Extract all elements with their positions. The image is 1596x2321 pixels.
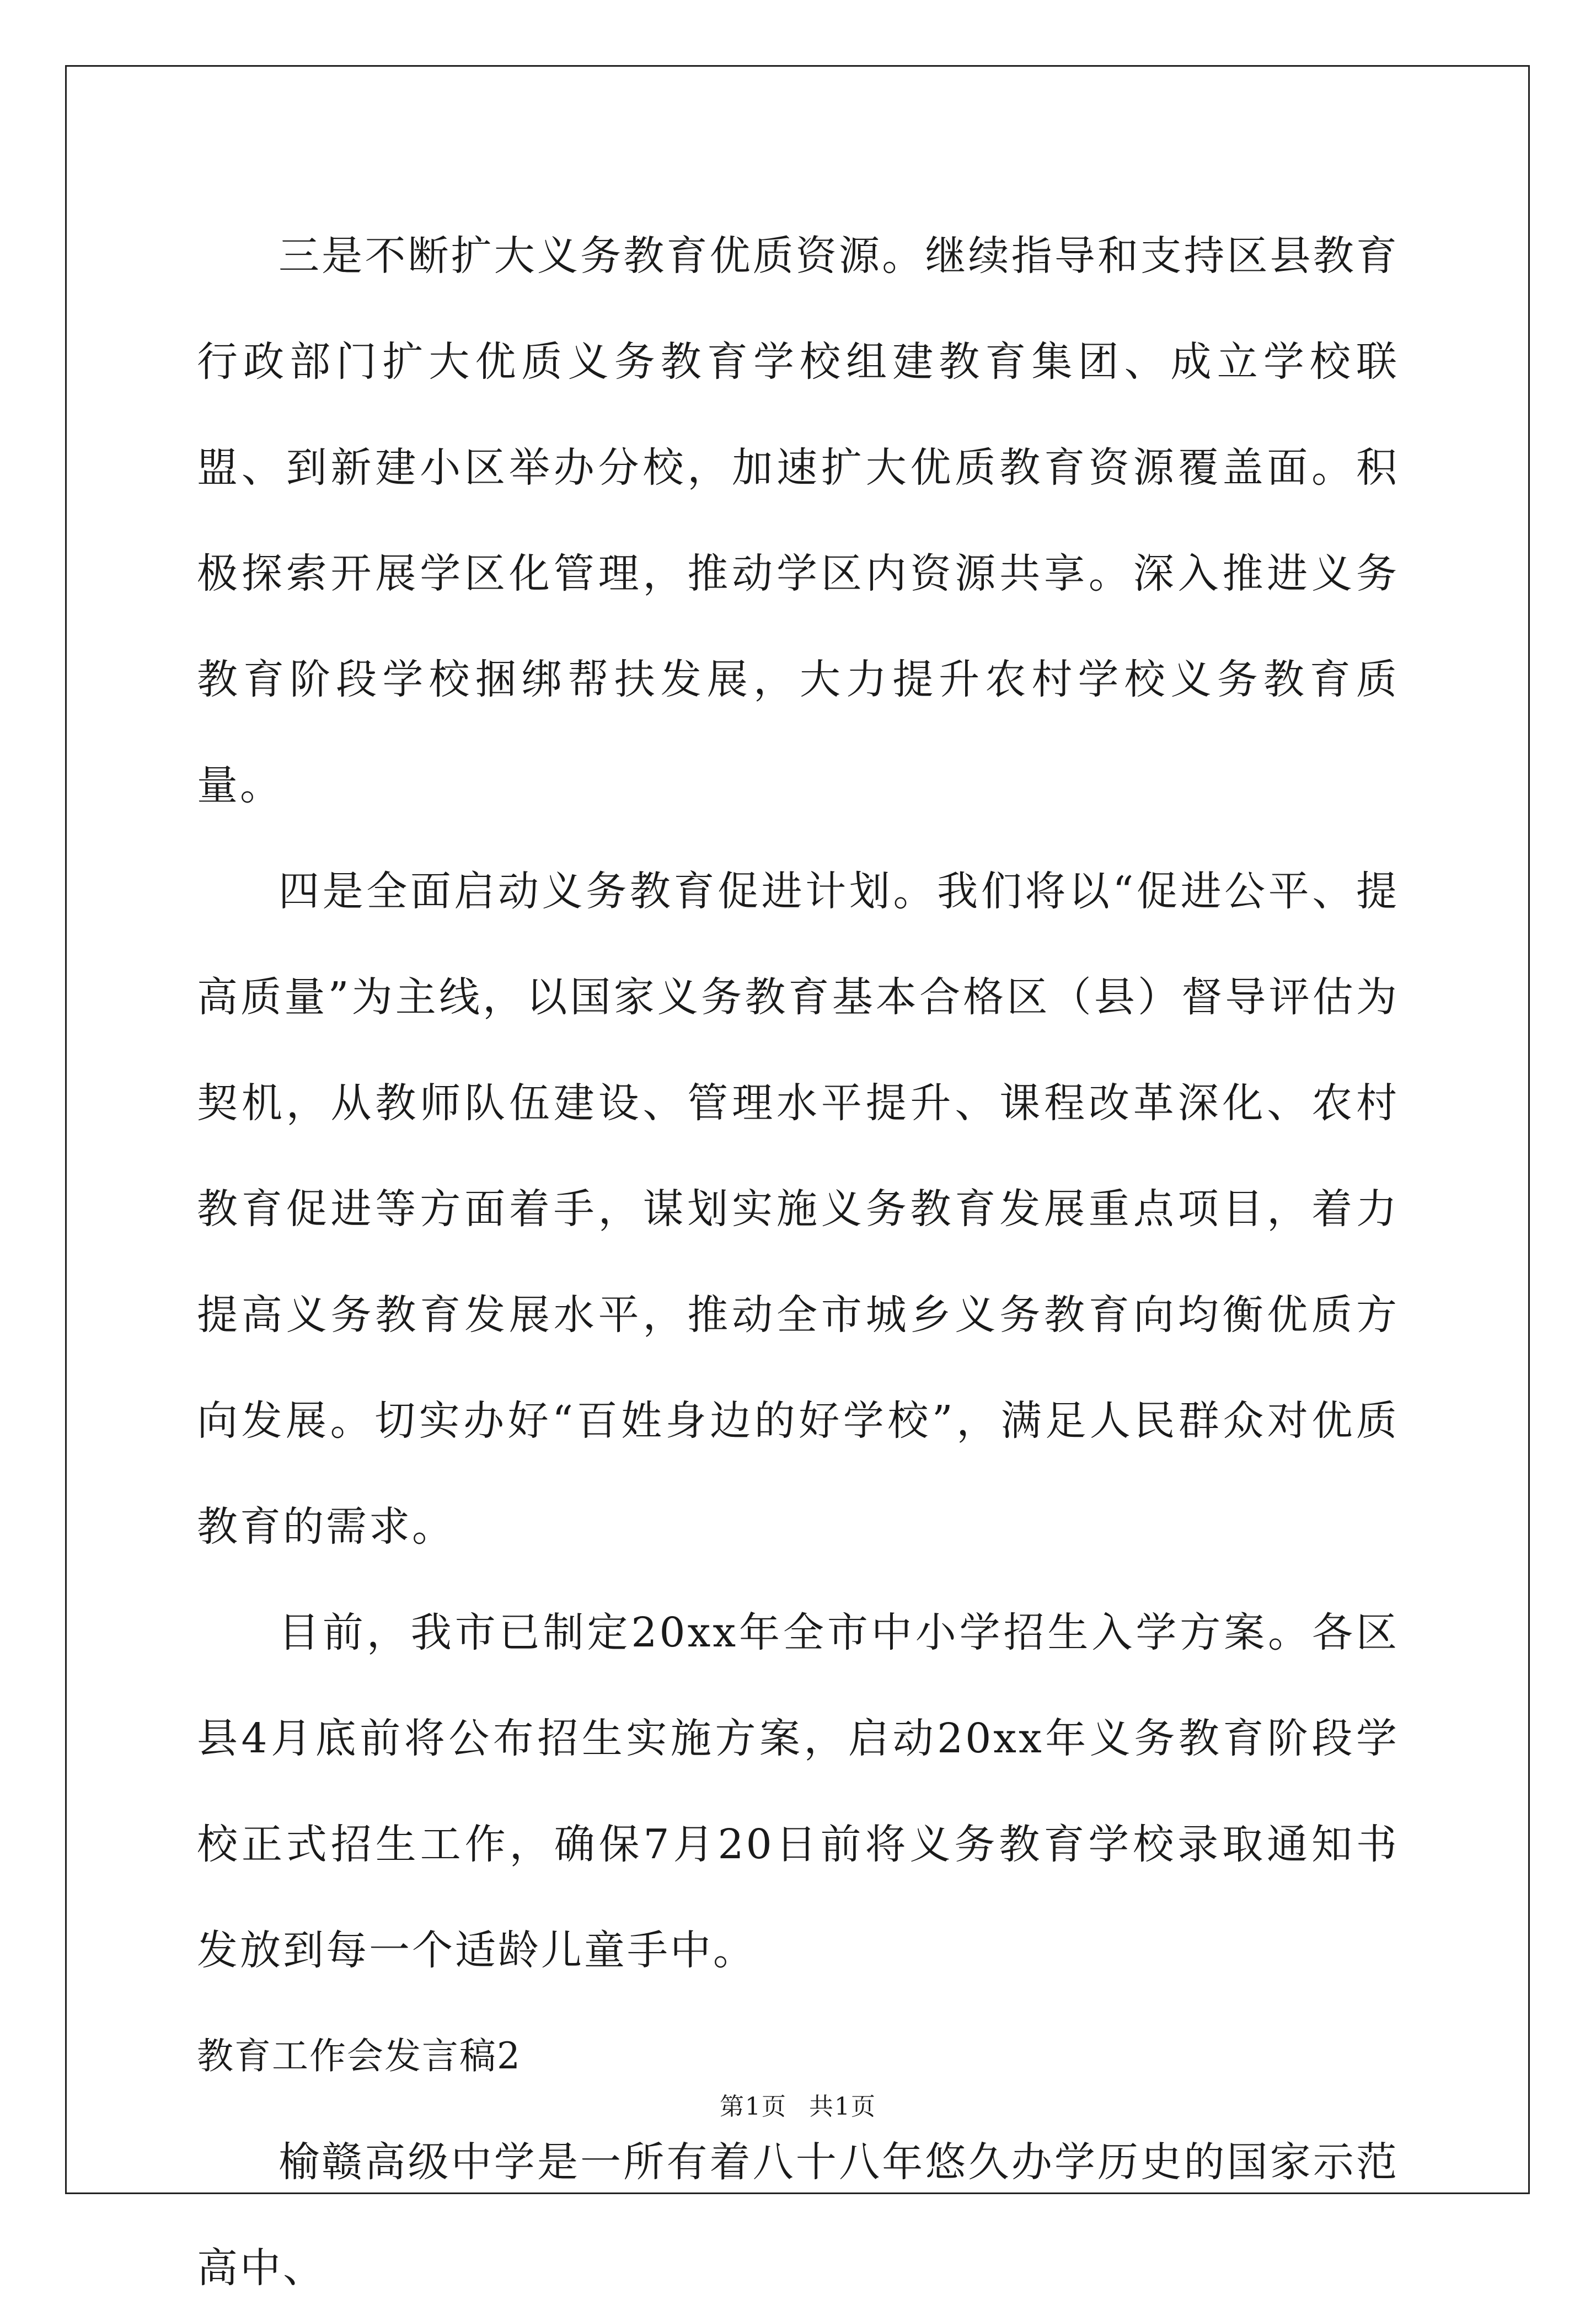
page-number: 第1页 (720, 2093, 787, 2121)
paragraph-4: 榆赣高级中学是一所有着八十八年悠久办学历史的国家示范高中、 (197, 2138, 1399, 2292)
section-heading: 教育工作会发言稿2 (197, 2035, 521, 2077)
document-body (197, 203, 1399, 2321)
paragraph-1: 三是不断扩大义务教育优质资源。继续指导和支持区县教育行政部门扩大优质义务教育学校组建教育集团、成立学校联盟、到新建小区举办分校，加速扩大优质教育资源覆盖面。积极探索开展学区化管理，推动学区内资源共享。深入推进义务教育阶段学校捆绑帮扶发展，大力提升农村学校义务教育质量。 (197, 232, 1399, 809)
page-total: 共1页 (809, 2093, 876, 2121)
paragraph-3: 目前，我市已制定20xx年全市中小学招生入学方案。各区县4月底前将公布招生实施方案，启动20xx年义务教育阶段学校正式招生工作，确保7月20日前将义务教育学校录取通知书发放到每一个适龄儿童手中。 (197, 1609, 1399, 1974)
page-footer (0, 2090, 1596, 2124)
paragraph-2: 四是全面启动义务教育促进计划。我们将以“促进公平、提高质量”为主线，以国家义务教育基本合格区（县）督导评估为契机，从教师队伍建设、管理水平提升、课程改革深化、农村教育促进等方面着手，谋划实施义务教育发展重点项目，着力提高义务教育发展水平，推动全市城乡义务教育向均衡优质方向发展。切实办好“百姓身边的好学校”，满足人民群众对优质教育的需求。 (197, 868, 1399, 1550)
